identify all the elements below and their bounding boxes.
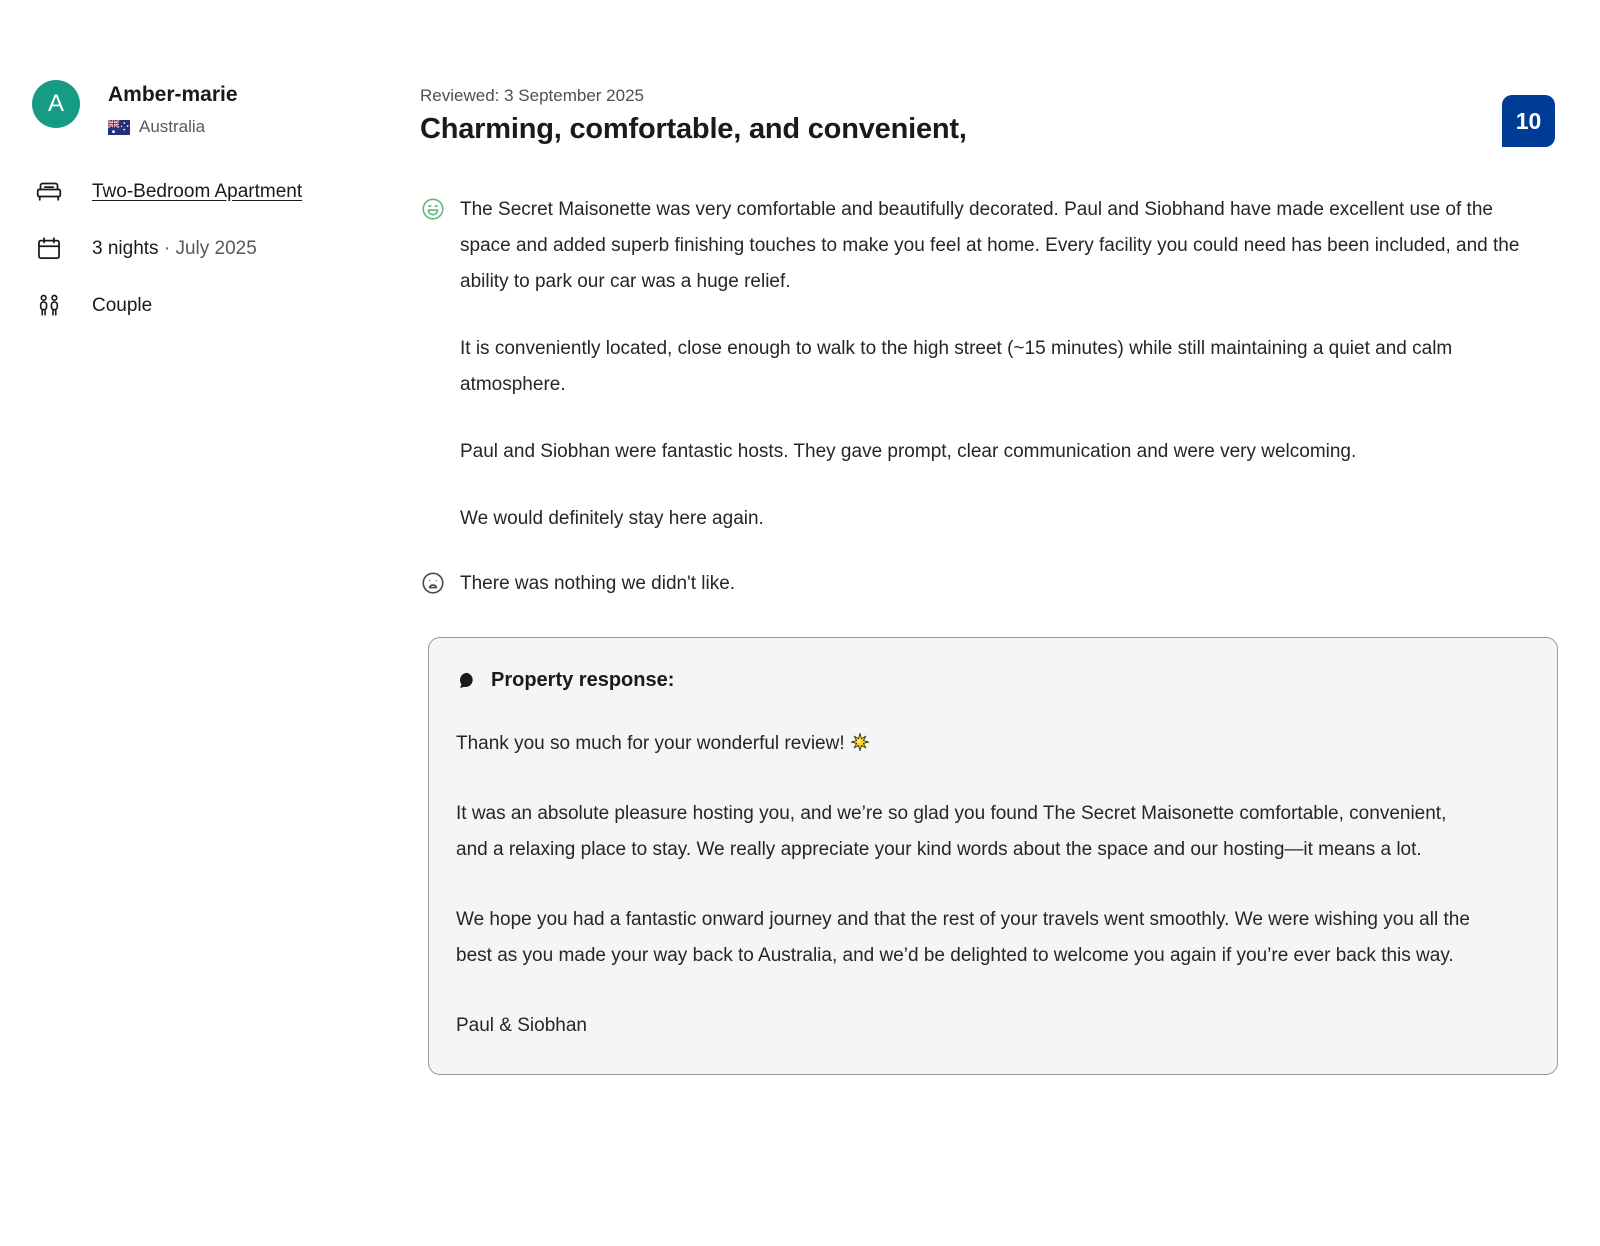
review-title: Charming, comfortable, and convenient, xyxy=(420,113,967,145)
happy-face-icon xyxy=(420,196,446,222)
positive-review-block xyxy=(420,192,1560,537)
response-paragraph: We hope you had a fantastic onward journey and that the rest of your travels went smoothly. We were wishing you all the best as you made your way back to Australia, and we’d be delighted to welcome you again if you’re ever back this way. xyxy=(456,909,1470,966)
reviewer-country-label: Australia xyxy=(139,117,206,136)
reviewed-date: Reviewed: 3 September 2025 xyxy=(420,86,644,105)
positive-paragraph: It is conveniently located, close enough to walk to the high street (~15 minutes) while still maintaining a quiet and calm atmosphere. xyxy=(460,338,1453,395)
property-response-box xyxy=(428,637,1558,1075)
room-type-row xyxy=(30,177,410,207)
stay-row xyxy=(30,234,410,264)
positive-paragraph: Paul and Siobhan were fantastic hosts. They gave prompt, clear communication and were very welcoming. xyxy=(460,441,1357,462)
positive-review-text xyxy=(460,192,1523,537)
negative-paragraph: There was nothing we didn't like. xyxy=(460,573,736,594)
traveler-type-row xyxy=(30,291,410,321)
calendar-icon xyxy=(34,234,64,264)
stay-length: 3 nights xyxy=(92,238,159,259)
australia-flag-icon xyxy=(108,120,130,135)
response-signature: Paul & Siobhan xyxy=(456,1015,587,1036)
property-response-body xyxy=(456,726,1530,1044)
reviewer-identity xyxy=(30,80,410,137)
reviewer-sidebar xyxy=(30,80,410,321)
avatar: A xyxy=(32,80,80,128)
stay-date: July 2025 xyxy=(175,238,257,259)
positive-paragraph: The Secret Maisonette was very comfortable and beautifully decorated. Paul and Siobhand have made excellent use of the space and added superb finishing touches to make you feel at home. Every facility you could need has been included, and the ability to park our car was a huge relief. xyxy=(460,199,1520,292)
glowing-star-icon xyxy=(849,731,871,753)
bed-icon xyxy=(34,177,64,207)
review-score-badge: 10 xyxy=(1502,95,1555,147)
room-type-link[interactable]: Two-Bedroom Apartment xyxy=(92,181,303,202)
traveler-type-label: Couple xyxy=(92,295,153,316)
positive-paragraph: We would definitely stay here again. xyxy=(460,508,764,529)
review-main xyxy=(420,86,1560,1075)
property-response-header xyxy=(456,669,1530,692)
sad-face-icon xyxy=(420,570,446,596)
reviewer-name: Amber-marie xyxy=(108,83,238,106)
stay-separator: · xyxy=(163,238,171,259)
couple-icon xyxy=(34,291,64,321)
response-paragraph: It was an absolute pleasure hosting you, and we’re so glad you found The Secret Maisonette comfortable, convenient, and a relaxing place to stay. We really appreciate your kind words about the space and our hosting—it means a lot. xyxy=(456,803,1447,860)
negative-review-block xyxy=(420,566,1560,602)
response-paragraph: Thank you so much for your wonderful review! xyxy=(456,726,1480,762)
response-heading: Property response: xyxy=(491,669,675,691)
speech-bubble-icon xyxy=(456,670,478,692)
